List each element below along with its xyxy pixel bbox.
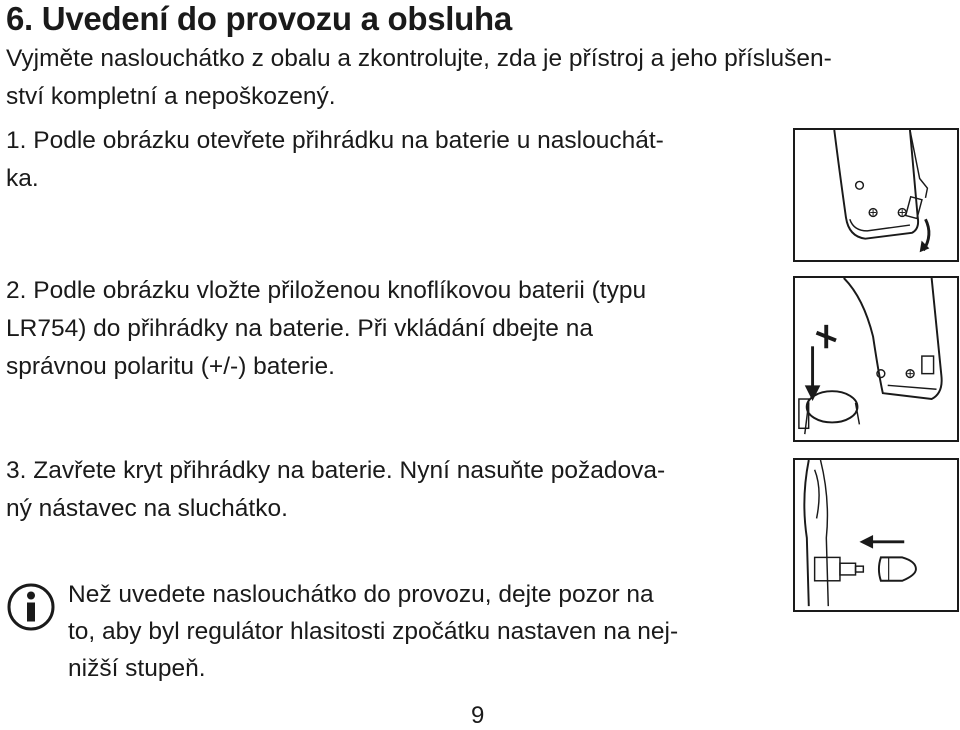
info-note (68, 576, 678, 687)
step-1-line: 1. Podle obrázku otevřete přihrádku na baterie u naslouchát- (6, 127, 664, 154)
page-title: 6. Uvedení do provozu a obsluha (6, 0, 512, 37)
figure-attach-ear-tip (793, 458, 959, 612)
intro-paragraph (6, 40, 832, 116)
intro-line: ství kompletní a nepoškozený. (6, 83, 336, 110)
info-icon (6, 582, 56, 632)
info-note-line: Než uvedete naslouchátko do provozu, dejte pozor na (68, 581, 654, 608)
step-2-line: LR754) do přihrádky na baterie. Při vkládání dbejte na (6, 315, 593, 342)
info-note-line: to, aby byl regulátor hlasitosti zpočátku nastaven na nej- (68, 618, 679, 645)
step-3 (6, 452, 665, 528)
figure-open-battery-compartment (793, 128, 959, 262)
step-2-line: správnou polaritu (+/-) baterie. (6, 353, 335, 380)
step-2 (6, 272, 646, 386)
figure-insert-battery (793, 276, 959, 442)
intro-line: Vyjměte naslouchátko z obalu a zkontrolujte, zda je přístroj a jeho příslušen- (6, 45, 832, 72)
info-note-line: nižší stupeň. (68, 655, 206, 682)
page-number: 9 (471, 702, 485, 729)
step-3-line: ný nástavec na sluchátko. (6, 495, 288, 522)
step-1-line: ka. (6, 165, 39, 192)
hearing-aid-open-illustration (795, 130, 957, 260)
battery-insert-illustration (795, 278, 957, 440)
step-3-line: 3. Zavřete kryt přihrádky na baterie. Nyní nasuňte požadova- (6, 457, 666, 484)
step-2-line: 2. Podle obrázku vložte přiloženou knoflíkovou baterii (typu (6, 277, 647, 304)
step-1 (6, 122, 664, 198)
ear-tip-attach-illustration (795, 460, 957, 610)
